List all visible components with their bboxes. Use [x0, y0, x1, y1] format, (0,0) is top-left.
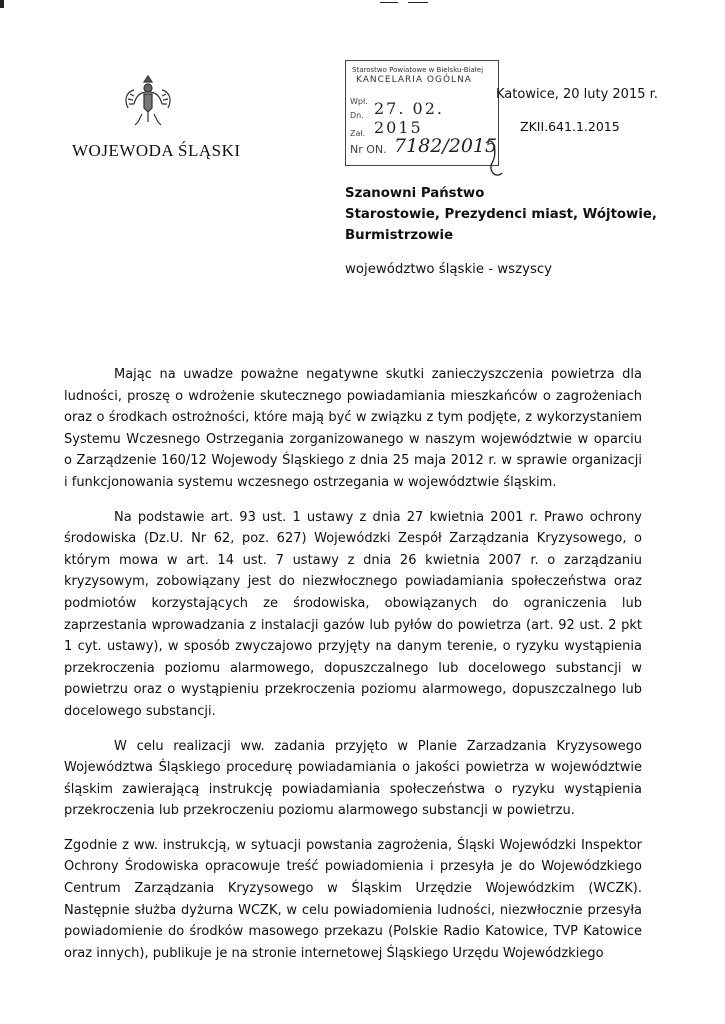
stamp-office: Starostwo Powiatowe w Bielsku-Białej: [352, 66, 484, 74]
paragraph: Zgodnie z ww. instrukcją, w sytuacji powstania zagrożenia, Śląski Wojewódzki Inspektor Ochrony Środowiska opracowuje treść powiadomienia i przesyła je do Wojewódzkiego Centrum Zarządzania Kryzysowego w Śląskim Urzędzie Wojewódzkim (WCZK). Następnie służba dyżurna WCZK, w celu powiadomienia ludności, niezwłocznie przesyła powiadomienie do środków masowego przekazu (Polskie Radio Katowice, TVP Katowice oraz innych), publikuje je na stronie internetowej Śląskiego Urzędu Wojewódzkiego: [64, 837, 642, 961]
stamp-number-label: Nr ON.: [350, 143, 387, 156]
stamp-date-label: Dn.: [350, 111, 364, 120]
addressee-block: [345, 183, 657, 246]
addressee-region: województwo śląskie - wszyscy: [345, 262, 553, 277]
salutation: Szanowni Państwo: [345, 186, 485, 201]
paragraph: Mając na uwadze poważne negatywne skutki zanieczyszczenia powietrza dla ludności, proszę o wdrożenie skutecznego powiadamiania mieszkańców o zagrożeniach oraz o środkach ostrożności, które mają być w związku z tym podjęte, z wykorzystaniem Systemu Wczesnego Ostrzegania zorganizowanego w naszym województwie w oparciu o Zarządzenie 160/12 Wojewody Śląskiego z dnia 25 maja 2012 r. w sprawie organizacji i funkcjonowania systemu wczesnego ostrzegania w województwie śląskim.: [64, 367, 642, 490]
scan-mark: [380, 2, 398, 3]
stamp-attachment-label: Zał.: [350, 129, 366, 138]
addressee-line: Burmistrzowie: [345, 228, 454, 243]
signature-scribble: [484, 133, 514, 183]
reference-number: ZKII.641.1.2015: [520, 119, 620, 134]
letter-body: [64, 364, 642, 977]
registry-stamp: [345, 60, 499, 166]
stamp-department: KANCELARIA OGÓLNA: [356, 75, 472, 85]
paragraph: W celu realizacji ww. zadania przyjęto w Planie Zarzadzania Kryzysowego Województwa Śląskiego procedurę powiadamiania o jakości powietrza w województwie śląskim zawierającą instrukcję powiadamiania społeczeństwa o ryzyku wystąpienia przekroczenia lub przekroczeniu poziomu alarmowego substancji w powietrzu.: [64, 738, 642, 819]
place-and-date: Katowice, 20 luty 2015 r.: [496, 87, 658, 102]
stamp-wp-label: Wpł.: [350, 97, 368, 106]
stamp-number: 7182/2015: [394, 135, 498, 157]
stamp-date: 27. 02. 2015: [374, 99, 444, 137]
scan-mark: [408, 2, 428, 3]
paragraph: Na podstawie art. 93 ust. 1 ustawy z dnia 27 kwietnia 2001 r. Prawo ochrony środowiska (Dz.U. Nr 62, poz. 627) Wojewódzki Zespół Zarządzania Kryzysowego, o którym mowa w art. 14 ust. 7 ustawy z dnia 26 kwietnia 2007 r. o zarządzaniu kryzysowym, zobowiązany jest do niezwłocznego powiadamiania społeczeństwa oraz podmiotów korzystających ze środowiska, obowiązanych do ograniczenia lub zaprzestania wprowadzania z instalacji gazów lub pyłów do powietrza (art. 92 ust. 2 pkt 1 cyt. ustawy), w sposób zwyczajowo przyjęty na danym terenie, o ryzyku wystąpienia przekroczenia poziomu alarmowego, dopuszczalnego lub docelowego substancji w powietrzu oraz o wystąpieniu przekroczenia poziomu alarmowego, dopuszczalnego lub docelowego substancji.: [64, 509, 642, 719]
scan-mark: [0, 0, 4, 8]
polish-eagle-emblem-icon: [118, 70, 178, 130]
issuing-authority: WOJEWODA ŚLĄSKI: [72, 141, 241, 160]
addressee-line: Starostowie, Prezydenci miast, Wójtowie,: [345, 207, 657, 222]
